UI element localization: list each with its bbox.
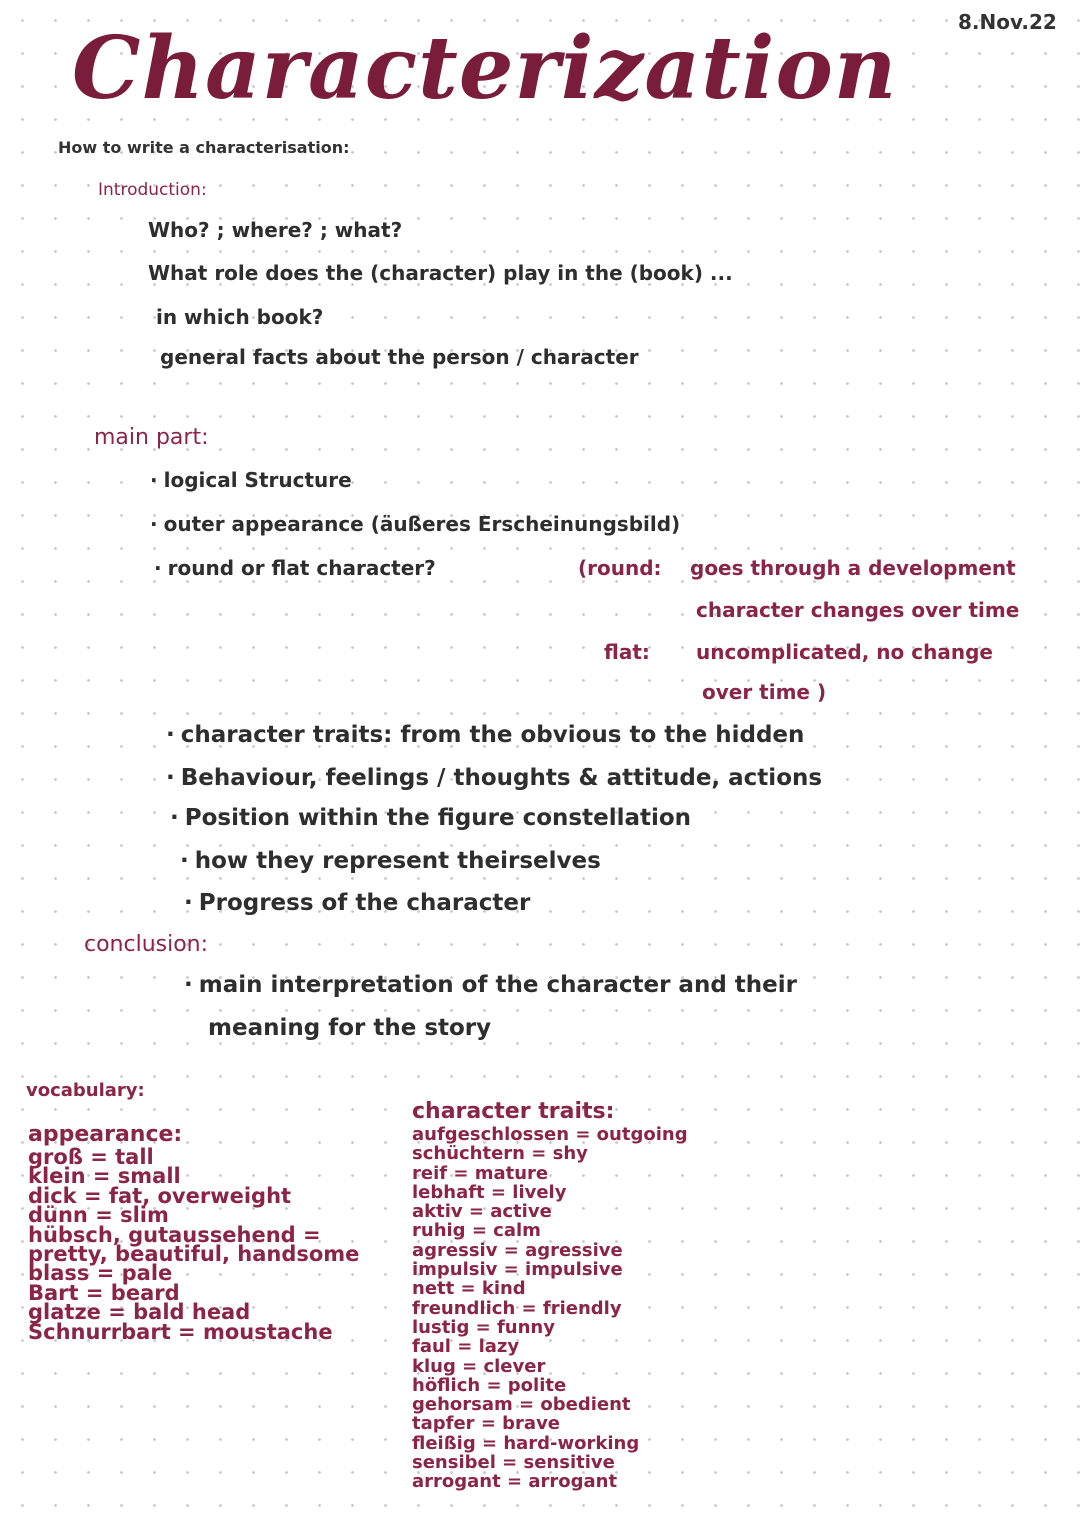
conclusion-line-2: meaning for the story xyxy=(208,1015,492,1041)
intro-line-1: Who? ; where? ; what? xyxy=(148,218,403,242)
intro-line-3: in which book? xyxy=(156,305,324,329)
traits-bullet-1: · character traits: from the obvious to the hidden xyxy=(166,722,804,748)
subtitle: How to write a characterisation: xyxy=(58,138,350,157)
list-item: blass = pale xyxy=(28,1261,173,1286)
list-item: Bart = beard xyxy=(28,1280,180,1305)
conclusion-line-1: · main interpretation of the character and their xyxy=(184,972,797,998)
list-item: pretty, beautiful, handsome xyxy=(28,1242,360,1267)
list-item: lustig = funny xyxy=(412,1316,555,1338)
list-item: nett = kind xyxy=(412,1278,526,1300)
flat-definition-2: over time ) xyxy=(702,680,827,704)
conclusion-heading: conclusion: xyxy=(84,932,209,957)
intro-line-2: What role does the (character) play in the (book) ... xyxy=(148,261,733,285)
list-item: groß = tall xyxy=(28,1145,154,1169)
main-bullet-structure: · logical Structure xyxy=(150,468,352,492)
list-item: faul = lazy xyxy=(412,1336,520,1358)
list-item: tapfer = brave xyxy=(412,1413,561,1435)
list-item: reif = mature xyxy=(412,1162,549,1184)
date-label: 8.Nov.22 xyxy=(958,10,1057,34)
round-definition-1: goes through a development xyxy=(690,556,1016,580)
list-item: klein = small xyxy=(28,1164,181,1189)
introduction-heading: Introduction: xyxy=(98,180,207,200)
list-item: glatze = bald head xyxy=(28,1300,251,1325)
traits-vocab-list xyxy=(412,1101,688,1492)
intro-line-4: general facts about the person / character xyxy=(160,345,639,369)
round-flat-question: · round or flat character? xyxy=(154,556,436,580)
round-prefix: (round: xyxy=(578,556,662,580)
list-item: dick = fat, overweight xyxy=(28,1183,292,1208)
main-bullet-appearance: · outer appearance (äußeres Erscheinungsbild) xyxy=(150,512,680,536)
appearance-vocab-list xyxy=(28,1124,359,1342)
list-item: höflich = polite xyxy=(412,1374,567,1396)
vocabulary-heading: vocabulary: xyxy=(26,1080,145,1101)
traits-bullet-3: · Position within the figure constellation xyxy=(170,805,691,831)
flat-prefix: flat: xyxy=(604,640,650,664)
list-item: freundlich = friendly xyxy=(412,1297,622,1319)
list-item: fleißig = hard-working xyxy=(412,1432,640,1454)
list-item: lebhaft = lively xyxy=(412,1181,567,1203)
list-item: ruhig = calm xyxy=(412,1220,541,1242)
list-item: impulsiv = impulsive xyxy=(412,1259,623,1281)
flat-definition-1: uncomplicated, no change xyxy=(696,640,993,664)
main-part-heading: main part: xyxy=(94,425,209,450)
traits-bullet-4: · how they represent theirselves xyxy=(180,848,601,874)
list-item: aufgeschlossen = outgoing xyxy=(412,1124,688,1145)
list-item: agressiv = agressive xyxy=(412,1239,623,1261)
list-item: arrogant = arrogant xyxy=(412,1471,618,1493)
list-item: dünn = slim xyxy=(28,1203,169,1228)
list-item: gehorsam = obedient xyxy=(412,1394,631,1416)
list-item: Schnurrbart = moustache xyxy=(28,1319,333,1344)
list-item: aktiv = active xyxy=(412,1201,552,1223)
list-item: klug = clever xyxy=(412,1355,546,1377)
traits-bullet-5: · Progress of the character xyxy=(184,890,530,916)
list-item: schüchtern = shy xyxy=(412,1143,588,1165)
round-definition-2: character changes over time xyxy=(696,598,1020,622)
traits-bullet-2: · Behaviour, feelings / thoughts & attitude, actions xyxy=(166,765,822,791)
list-item: hübsch, gutaussehend = xyxy=(28,1222,321,1247)
appearance-heading: appearance: xyxy=(28,1122,183,1147)
page-title: Characterization xyxy=(72,18,898,119)
traits-heading: character traits: xyxy=(412,1099,615,1124)
list-item: sensibel = sensitive xyxy=(412,1452,615,1474)
